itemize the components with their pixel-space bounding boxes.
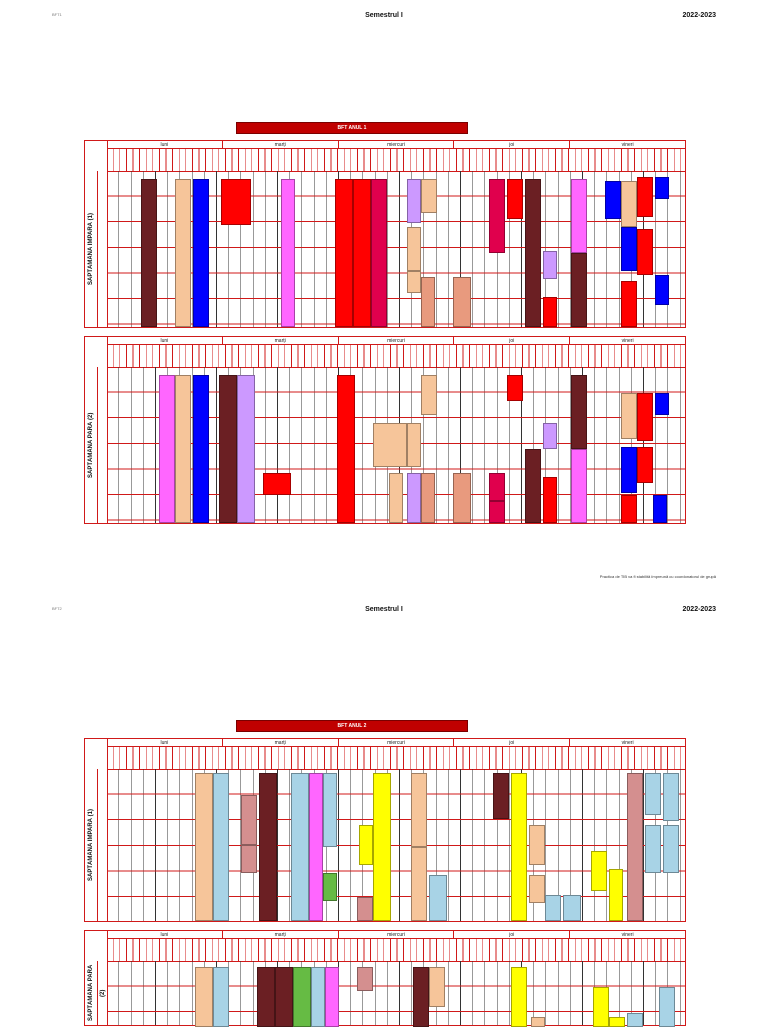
class-block[interactable] (421, 473, 435, 523)
day-header: luni (107, 739, 223, 747)
class-block[interactable] (525, 449, 541, 523)
class-block[interactable] (429, 875, 447, 921)
day-header: miercuri (339, 337, 455, 345)
days-header (107, 931, 685, 939)
document-code: BFT2 (52, 606, 62, 611)
class-block[interactable] (507, 179, 523, 219)
class-block[interactable] (389, 473, 403, 523)
class-block[interactable] (193, 375, 209, 523)
class-block[interactable] (571, 253, 587, 327)
class-block[interactable] (563, 895, 581, 921)
class-block[interactable] (627, 1013, 643, 1027)
class-block[interactable] (275, 967, 293, 1027)
class-block[interactable] (525, 179, 541, 327)
time-slots-header (107, 345, 685, 368)
day-header: vineri (570, 931, 685, 939)
class-block[interactable] (655, 275, 669, 305)
day-header: joi (454, 337, 570, 345)
class-block[interactable] (571, 179, 587, 253)
days-header (107, 739, 685, 747)
class-block[interactable] (371, 179, 387, 327)
class-block[interactable] (421, 179, 437, 213)
class-block[interactable] (453, 473, 471, 523)
class-block[interactable] (159, 375, 175, 523)
footnote: Practica de TIB va fi stabilită împreună cu coordonatorul de grupă (599, 574, 716, 579)
class-block[interactable] (621, 393, 637, 439)
schedule-grid (107, 769, 685, 921)
class-block[interactable] (543, 423, 557, 449)
week-label-column (85, 931, 108, 1025)
academic-year: 2022-2023 (682, 606, 716, 613)
page-1-header (0, 12, 768, 28)
week-label: SĂPTĂMÂNA PARĂ (2) (88, 412, 94, 478)
day-header: marți (223, 739, 339, 747)
class-block[interactable] (175, 375, 191, 523)
days-header (107, 337, 685, 345)
class-block[interactable] (531, 1017, 545, 1027)
document-code: BFT1 (52, 12, 62, 17)
class-block[interactable] (373, 773, 391, 921)
class-block[interactable] (311, 967, 325, 1027)
class-block[interactable] (627, 773, 643, 921)
time-slots-header (107, 149, 685, 172)
day-header: miercuri (339, 141, 455, 149)
week-label-column (85, 141, 108, 327)
class-block[interactable] (337, 375, 355, 523)
class-block[interactable] (193, 179, 209, 327)
semester-title: Semestrul I (365, 12, 403, 19)
class-block[interactable] (221, 179, 251, 225)
class-block[interactable] (453, 277, 471, 327)
class-block[interactable] (141, 179, 157, 327)
page-2-header (0, 606, 768, 622)
day-header: marți (223, 931, 339, 939)
academic-year: 2022-2023 (682, 12, 716, 19)
class-block[interactable] (353, 179, 371, 327)
class-block[interactable] (323, 873, 337, 901)
day-header: luni (107, 141, 223, 149)
day-header: joi (454, 739, 570, 747)
class-block[interactable] (357, 897, 373, 921)
days-header (107, 141, 685, 149)
schedule-grid (107, 367, 685, 523)
class-block[interactable] (263, 473, 291, 495)
class-block[interactable] (291, 773, 309, 921)
class-block[interactable] (237, 375, 255, 523)
class-block[interactable] (413, 967, 429, 1027)
class-block[interactable] (621, 495, 637, 523)
class-block[interactable] (421, 277, 435, 327)
class-block[interactable] (373, 423, 407, 467)
timetable-week-odd (84, 140, 686, 328)
semester-title: Semestrul I (365, 606, 403, 613)
class-block[interactable] (605, 181, 621, 219)
class-block[interactable] (281, 179, 295, 327)
class-block[interactable] (241, 795, 257, 845)
class-block[interactable] (663, 773, 679, 821)
week-label-column (85, 337, 108, 523)
class-block[interactable] (543, 251, 557, 279)
class-block[interactable] (621, 281, 637, 327)
class-block[interactable] (621, 227, 637, 271)
day-header: joi (454, 141, 570, 149)
class-block[interactable] (257, 967, 275, 1027)
day-header: marți (223, 337, 339, 345)
class-block[interactable] (213, 967, 229, 1027)
week-label-column (85, 739, 108, 921)
class-block[interactable] (357, 967, 373, 991)
class-block[interactable] (407, 227, 421, 271)
time-slots-header (107, 939, 685, 962)
timetable-week-odd (84, 738, 686, 922)
day-header: luni (107, 931, 223, 939)
year-banner: BFT ANUL 2 (236, 720, 468, 732)
class-block[interactable] (609, 869, 623, 921)
class-block[interactable] (407, 473, 421, 523)
class-block[interactable] (493, 773, 509, 819)
day-header: vineri (570, 739, 685, 747)
class-block[interactable] (637, 177, 653, 217)
class-block[interactable] (571, 449, 587, 523)
class-block[interactable] (543, 297, 557, 327)
timetable-week-even (84, 336, 686, 524)
day-header: vineri (570, 337, 685, 345)
class-block[interactable] (259, 773, 277, 921)
class-block[interactable] (429, 967, 445, 1007)
class-block[interactable] (659, 987, 675, 1027)
class-block[interactable] (407, 179, 421, 223)
class-block[interactable] (325, 967, 339, 1027)
class-block[interactable] (511, 967, 527, 1027)
timetable-week-even (84, 930, 686, 1026)
class-block[interactable] (591, 851, 607, 891)
class-block[interactable] (571, 375, 587, 449)
class-block[interactable] (637, 229, 653, 275)
class-block[interactable] (195, 773, 213, 921)
class-block[interactable] (593, 987, 609, 1027)
class-block[interactable] (655, 177, 669, 199)
class-block[interactable] (529, 825, 545, 865)
class-block[interactable] (637, 447, 653, 483)
class-block[interactable] (489, 179, 505, 253)
class-block[interactable] (637, 393, 653, 441)
class-block[interactable] (663, 825, 679, 873)
week-label: SĂPTĂMÂNA IMPARĂ (1) (88, 809, 94, 881)
schedule-grid (107, 961, 685, 1025)
day-header: joi (454, 931, 570, 939)
class-block[interactable] (323, 773, 337, 847)
class-block[interactable] (335, 179, 353, 327)
class-block[interactable] (175, 179, 191, 327)
class-block[interactable] (489, 501, 505, 523)
class-block[interactable] (645, 825, 661, 873)
class-block[interactable] (645, 773, 661, 815)
year-banner: BFT ANUL 1 (236, 122, 468, 134)
day-header: marți (223, 141, 339, 149)
class-block[interactable] (543, 477, 557, 523)
week-label: SĂPTĂMÂNA IMPARĂ (1) (88, 213, 94, 285)
class-block[interactable] (653, 495, 667, 523)
class-block[interactable] (293, 967, 311, 1027)
class-block[interactable] (545, 895, 561, 921)
class-block[interactable] (609, 1017, 625, 1027)
class-block[interactable] (407, 271, 421, 293)
class-block[interactable] (529, 875, 545, 903)
class-block[interactable] (655, 393, 669, 415)
class-block[interactable] (511, 773, 527, 921)
class-block[interactable] (407, 423, 421, 467)
schedule-grid (107, 171, 685, 327)
week-label: SĂPTĂMÂNA PARĂ (2) (88, 964, 106, 1022)
class-block[interactable] (411, 847, 427, 921)
class-block[interactable] (219, 375, 237, 523)
class-block[interactable] (213, 773, 229, 921)
class-block[interactable] (421, 375, 437, 415)
day-header: miercuri (339, 739, 455, 747)
class-block[interactable] (621, 447, 637, 493)
class-block[interactable] (411, 773, 427, 847)
class-block[interactable] (507, 375, 523, 401)
class-block[interactable] (241, 845, 257, 873)
class-block[interactable] (309, 773, 323, 921)
class-block[interactable] (621, 181, 637, 227)
class-block[interactable] (489, 473, 505, 501)
class-block[interactable] (359, 825, 373, 865)
day-header: vineri (570, 141, 685, 149)
time-slots-header (107, 747, 685, 770)
day-header: miercuri (339, 931, 455, 939)
day-header: luni (107, 337, 223, 345)
class-block[interactable] (195, 967, 213, 1027)
